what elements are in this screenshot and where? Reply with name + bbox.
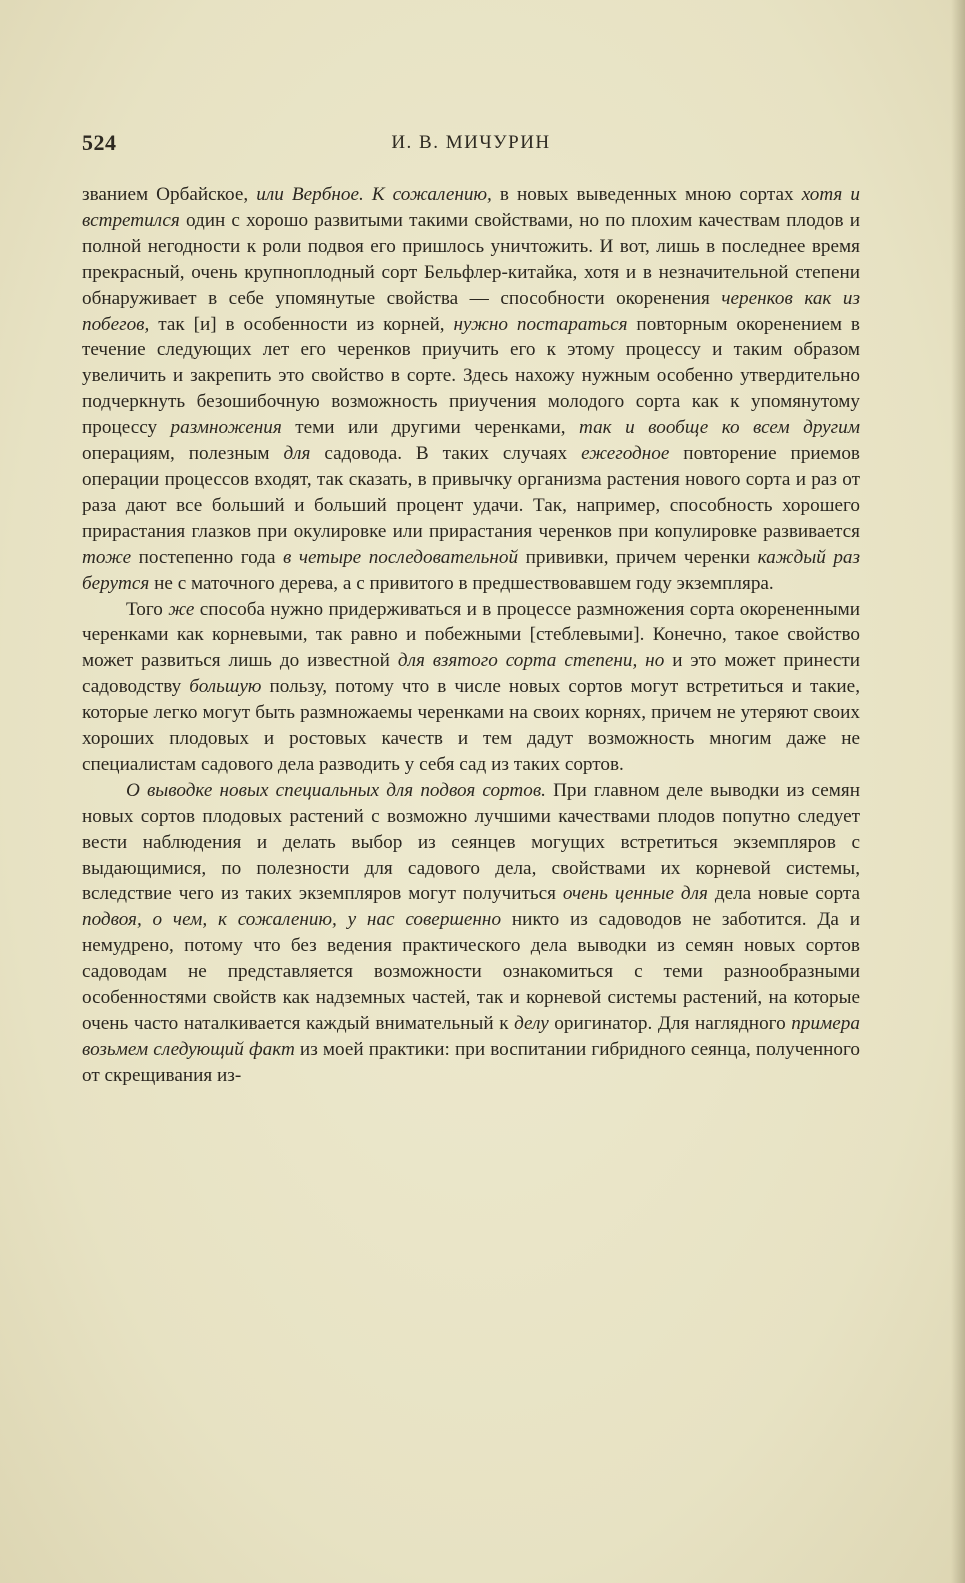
italic-run: же (168, 598, 195, 620)
italic-run: нужно постараться (453, 313, 628, 335)
paragraph-2 (82, 597, 860, 778)
italic-run: тоже (82, 546, 132, 568)
italic-run: примера возьмем следующий факт (82, 1013, 860, 1060)
text-run: При главном деле выводки из семян новых сортов плодовых растений с возможно лучшими качествами плодов попутно следует вести наблюдения и делать выбор из сеянцев могущих встретиться экземпляров с выдающимися, по полезности для садового дела, свойствами их корневой системы, вследствие чего из таких экземпляров могут получиться (82, 779, 860, 905)
italic-run: или Вербное. К сожалению, (256, 184, 492, 205)
text-run: один с хорошо развитыми такими свойствами, но по плохим качествам плодов и полной негодности к роли подвоя его пришлось уничтожить. И вот, лишь в последнее время прекрасный, очень крупноплодный сорт Бельфлер-китайка, хотя и в незначительной степени обнаруживает в себе упомянутые свойства — способности окоренения (82, 209, 860, 309)
italic-run: так и вообще ко всем другим (579, 417, 860, 439)
italic-run: хотя и встретился (82, 184, 860, 231)
paragraph-1 (82, 182, 860, 597)
text-run: повторение приемов операции процессов входят, так сказать, в привычку организма растения нового сорта и раз от раза дают все больший и больший процент удачи. Так, например, способность хорошего прирастания глазков при окулировке или прирастания черенков при копулировке развивается (82, 443, 860, 542)
italic-run: каждый раз берутся (82, 546, 860, 594)
text-run: не с маточного дерева, а с привитого в предшествовавшем году экземпляра. (149, 572, 774, 594)
page-number: 524 (82, 130, 117, 155)
text-run: повторным окоренением в течение следующих лет его черенков приучить его к этому процессу и таким образом увеличить и закрепить это свойство в сорте. Здесь нахожу нужным особенно утвердительно подчеркнуть безошибочную возможность приучения молодого сорта как к упомянутому процессу (82, 313, 860, 439)
text-run: теми или другими черенками, (281, 417, 579, 439)
italic-run: для (283, 443, 311, 465)
text-run: дела новые сорта (707, 883, 860, 905)
body-text (82, 182, 860, 1089)
text-run: прививки, причем черенки (518, 546, 758, 568)
page-header (82, 128, 860, 162)
text-run: Того (126, 598, 169, 620)
italic-run: в четыре последовательной (282, 546, 519, 568)
text-run: пользу, потому что в числе новых сортов могут встретиться и такие, которые легко могут быть размножаемы черенками на своих корнях, причем не утеряют своих хороших плодовых и ростовых качеств и тем дадут возможность многим даже не специалистам садового дела разводить у себя сад из таких сортов. (82, 676, 860, 775)
italic-run: размножения (170, 417, 282, 439)
italic-run: черенков как из побегов, (82, 287, 860, 335)
text-run: оригинатор. Для наглядного (548, 1013, 792, 1034)
text-run: званием Орбайское, (82, 184, 257, 205)
italic-run: делу (514, 1013, 549, 1034)
page-edge-shadow (951, 0, 965, 1583)
text-run: так [и] в особенности из корней, (149, 313, 454, 335)
text-run: в новых выведенных мною сортах (491, 184, 802, 205)
text-run: способа нужно придерживаться и в процессе размножения сорта окорененными черенками как корневыми, так равно и побежными [стеблевыми]. Конечно, такое свойство может развиться лишь до известной (82, 598, 860, 672)
italic-run: очень ценные для (562, 883, 708, 905)
italic-run: ежегодное (581, 443, 670, 465)
running-title: И. В. МИЧУРИН (391, 132, 551, 153)
text-run: постепенно года (131, 546, 283, 568)
italic-run: подвоя, о чем, к сожалению, у нас совершенно (82, 909, 502, 931)
text-run: из моей практики: при воспитании гибридного сеянца, полученного от скрещивания из- (82, 1038, 860, 1086)
text-run: операциям, полезным (82, 443, 284, 465)
text-run: никто из садоводов не заботится. Да и немудрено, потому что без ведения практического дела выводки из семян новых сортов садоводам не представляется возможности ознакомиться с теми разнообразными особенностями свойств как надземных частей, так и корневой системы растений, на которые очень часто наталкивается каждый внимательный к (82, 909, 860, 1034)
italic-run: для взятого сорта степени, но (397, 650, 665, 672)
paragraph-3 (82, 778, 860, 1089)
italic-run: О выводке новых специальных для подвоя сортов. (126, 779, 546, 801)
text-run: и это может принести садоводству (82, 650, 860, 698)
italic-run: большую (189, 676, 262, 698)
text-run: садовода. В таких случаях (310, 443, 582, 465)
